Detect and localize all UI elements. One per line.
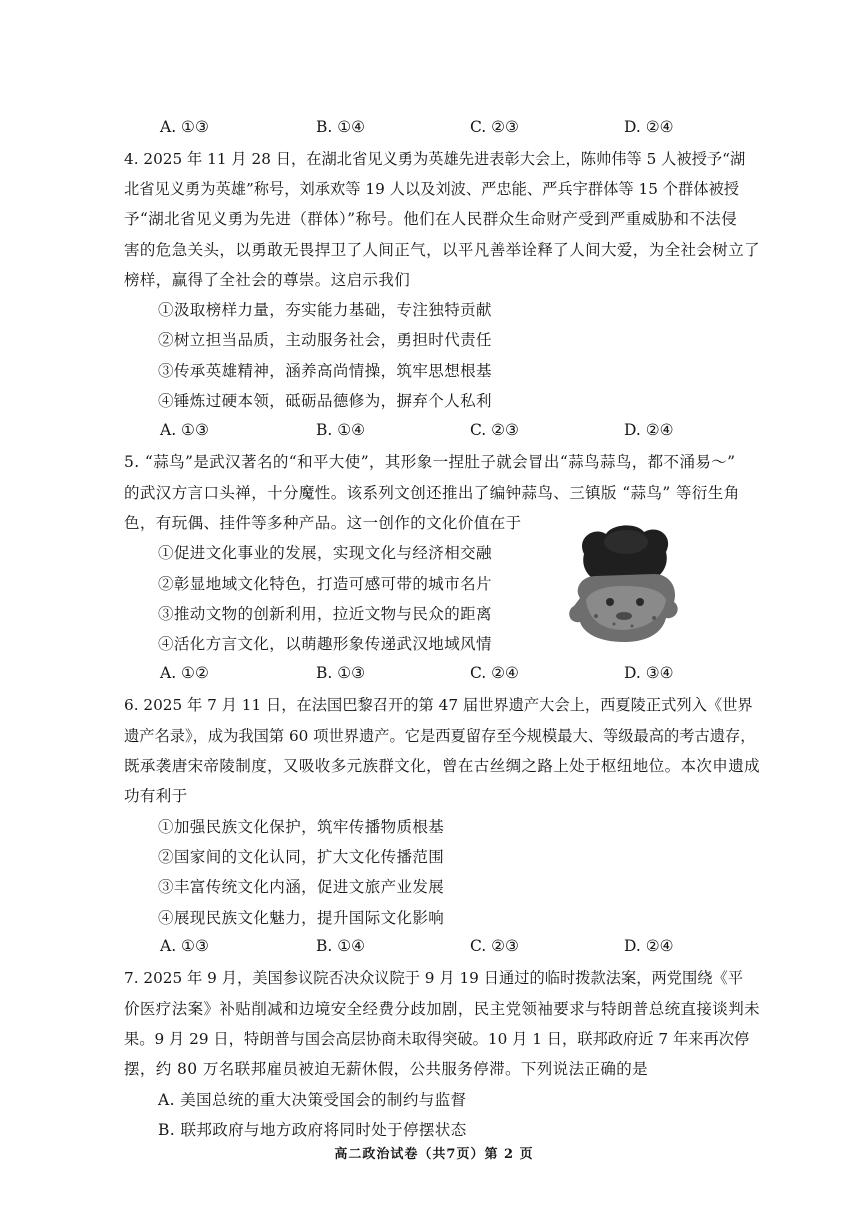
q5-stem-line-1: 5. “蒜鸟”是武汉著名的“和平大使”，其形象一捏肚子就会冒出“蒜鸟蒜鸟，都不涌易～” <box>124 453 736 471</box>
q6-stem-line-2: 遗产名录》，成为我国第 60 项世界遗产。它是西夏留存至今规模最大、等级最高的考古遗存， <box>124 727 756 745</box>
q7-stem-line-3: 果。9 月 29 日，特朗普与国会高层协商未取得突破。10 月 1 日，联邦政府近 7 年来再次停 <box>124 1030 750 1048</box>
q4-stem-line-2: 北省见义勇为英雄”称号，刘承欢等 19 人以及刘波、严忠能、严兵宇群体等 15 个群体被授 <box>124 180 739 198</box>
choice-d: D. ③④ <box>624 664 674 682</box>
choice-a: A. ①② <box>160 664 209 682</box>
choice-b: B. ①④ <box>316 118 366 136</box>
q7-stem-line-2: 价医疗法案》补贴削减和边境安全经费分歧加剧，民主党领袖要求与特朗普总统直接谈判未 <box>124 1000 761 1018</box>
q5-choices <box>160 664 680 686</box>
q6-stem-line-1: 6. 2025 年 7 月 11 日，在法国巴黎召开的第 47 届世界遗产大会上，西夏陵正式列入《世界 <box>124 696 753 714</box>
q7-option-b: B. 联邦政府与地方政府将同时处于停摆状态 <box>158 1121 467 1139</box>
q6-stem-line-3: 既承袭唐宋帝陵制度，又吸收多元族群文化，曾在古丝绸之路上处于枢纽地位。本次申遗成 <box>124 757 761 775</box>
q4-stem-line-5: 榜样，赢得了全社会的尊崇。这启示我们 <box>124 271 411 289</box>
choice-d: D. ②④ <box>624 421 674 439</box>
choice-c: C. ②③ <box>470 937 519 955</box>
q6-option-3: ③丰富传统文化内涵，促进文旅产业发展 <box>158 878 445 896</box>
q6-option-2: ②国家间的文化认同，扩大文化传播范围 <box>158 848 445 866</box>
q7-stem-line-1: 7. 2025 年 9 月，美国参议院否决众议院于 9 月 19 日通过的临时拨款法案，两党围绕《平 <box>124 969 743 987</box>
q5-stem-line-2: 的武汉方言口头禅，十分魔性。该系列文创还推出了编钟蒜鸟、三镇版 “蒜鸟” 等衍生角 <box>124 484 740 502</box>
q5-option-2: ②彰显地域文化特色，打造可感可带的城市名片 <box>158 575 492 593</box>
q6-option-4: ④展现民族文化魅力，提升国际文化影响 <box>158 909 445 927</box>
q4-option-2: ②树立担当品质，主动服务社会，勇担时代责任 <box>158 331 492 349</box>
q5-option-1: ①促进文化事业的发展，实现文化与经济相交融 <box>158 544 492 562</box>
q7-stem-line-4: 摆，约 80 万名联邦雇员被迫无薪休假，公共服务停滞。下列说法正确的是 <box>124 1060 649 1078</box>
choice-c: C. ②③ <box>470 421 519 439</box>
q4-stem-line-3: 予“湖北省见义勇为先进（群体）”称号。他们在人民群众生命财产受到严重威胁和不法侵 <box>124 210 738 228</box>
choice-a: A. ①③ <box>160 118 209 136</box>
q4-option-3: ③传承英雄精神，涵养高尚情操，筑牢思想根基 <box>158 362 492 380</box>
q4-option-4: ④锤炼过硬本领，砥砺品德修为，摒弃个人私利 <box>158 392 492 410</box>
choice-a: A. ①③ <box>160 937 209 955</box>
choice-d: D. ②④ <box>624 118 674 136</box>
q5-option-3: ③推动文物的创新利用，拉近文物与民众的距离 <box>158 605 492 623</box>
q4-stem-line-4: 害的危急关头，以勇敢无畏捍卫了人间正气，以平凡善举诠释了人间大爱，为全社会树立了 <box>124 241 761 259</box>
q5-stem-line-3: 色，有玩偶、挂件等多种产品。这一创作的文化价值在于 <box>124 514 522 532</box>
choice-a: A. ①③ <box>160 421 209 439</box>
choice-b: B. ①④ <box>316 937 366 955</box>
q3-choices <box>160 118 680 140</box>
choice-b: B. ①③ <box>316 664 366 682</box>
choice-c: C. ②④ <box>470 664 519 682</box>
q7-option-a: A. 美国总统的重大决策受国会的制约与监督 <box>158 1091 467 1109</box>
q4-option-1: ①汲取榜样力量，夯实能力基础，专注独特贡献 <box>158 301 492 319</box>
q6-choices <box>160 937 680 959</box>
q6-option-1: ①加强民族文化保护，筑牢传播物质根基 <box>158 818 445 836</box>
page-footer: 高二政治试卷（共7页）第 2 页 <box>334 1147 534 1162</box>
q6-stem-line-4: 功有利于 <box>124 787 188 805</box>
q4-stem-line-1: 4. 2025 年 11 月 28 日，在湖北省见义勇为英雄先进表彰大会上，陈帅伟等 5 人被授予“湖 <box>124 150 746 168</box>
choice-b: B. ①④ <box>316 421 366 439</box>
q4-choices <box>160 421 680 443</box>
suan-niao-mascot-icon <box>566 520 682 648</box>
q5-option-4: ④活化方言文化，以萌趣形象传递武汉地域风情 <box>158 635 492 653</box>
choice-c: C. ②③ <box>470 118 519 136</box>
choice-d: D. ②④ <box>624 937 674 955</box>
